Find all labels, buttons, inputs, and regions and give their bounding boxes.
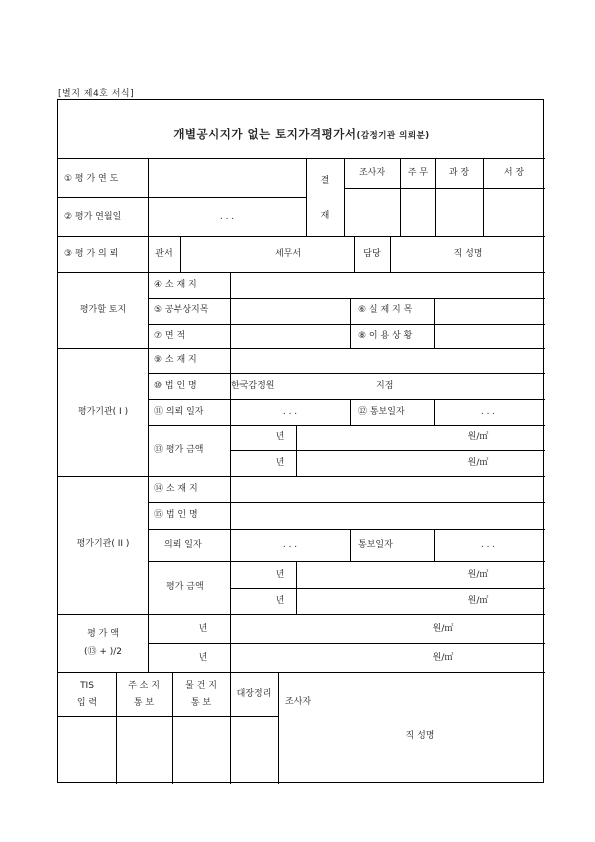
agency2-location-label: ⑭ 소 재 지 [154, 484, 198, 494]
divider [354, 236, 355, 272]
bottom-inspector-label: 조사자 [285, 697, 312, 707]
divider [278, 672, 279, 784]
agency2-unit-2: 원/㎡ [467, 596, 489, 606]
divider [148, 373, 545, 374]
office-value: 세무서 [274, 249, 302, 259]
agency2-request-date-label: 의뢰 일자 [164, 540, 202, 550]
approval-inspector: 조사자 [358, 168, 386, 178]
divider [434, 399, 435, 425]
divider [148, 425, 545, 426]
property-notice-line1: 물 건 지 [185, 681, 217, 691]
divider [344, 188, 545, 189]
agency2-corp-label: ⑮ 법 인 명 [154, 510, 198, 520]
divider [58, 672, 545, 673]
agency1-unit-1: 원/㎡ [467, 432, 489, 442]
divider [390, 236, 391, 272]
divider [116, 672, 117, 784]
agency1-notice-date-value: . . . [480, 407, 496, 417]
divider [230, 614, 231, 672]
agency1-request-date-value: . . . [282, 407, 298, 417]
divider [350, 399, 351, 425]
divider [148, 529, 545, 530]
agency2-amount-label: 평가 금액 [166, 582, 204, 592]
divider [148, 502, 545, 503]
agency2-year-1: 년 [275, 570, 285, 580]
approval-director: 서 장 [503, 168, 525, 178]
eval-request-label: ③ 평 가 의 뢰 [64, 249, 119, 259]
divider [180, 236, 181, 272]
agency2-request-date-value: . . . [282, 540, 298, 550]
form-title-sub: (감정기관 의뢰분) [356, 131, 430, 141]
divider [344, 158, 345, 236]
divider [148, 272, 149, 614]
divider [172, 672, 173, 784]
average-unit-1: 원/㎡ [432, 624, 454, 634]
divider [434, 529, 435, 561]
divider [483, 158, 484, 236]
office-label: 관서 [155, 249, 173, 259]
bottom-signature: 직 성명 [405, 731, 435, 741]
divider [58, 236, 545, 237]
divider [58, 716, 278, 717]
divider [434, 298, 435, 348]
agency2-year-2: 년 [275, 596, 285, 606]
divider [230, 272, 231, 614]
average-unit-2: 원/㎡ [432, 653, 454, 663]
property-notice-line2: 통 보 [190, 698, 212, 708]
divider [296, 425, 297, 476]
agency1-year-2: 년 [275, 458, 285, 468]
tis-label-line2: 입 력 [76, 698, 98, 708]
eval-date-label: ② 평가 연월일 [64, 212, 122, 222]
approval-section-chief: 과 장 [448, 168, 470, 178]
divider [58, 348, 545, 349]
land-usage-label: ⑧ 이 용 상 황 [358, 331, 413, 341]
divider [58, 197, 306, 198]
average-label-line2: (⑬ + )/2 [83, 647, 123, 657]
approval-label-bottom: 재 [320, 211, 330, 221]
ledger-label: 대장정리 [236, 689, 272, 699]
approval-officer: 주 무 [407, 168, 429, 178]
divider [435, 158, 436, 236]
divider [230, 672, 231, 784]
address-notice-line2: 통 보 [133, 698, 155, 708]
form-title [58, 126, 545, 142]
agency1-year-1: 년 [275, 432, 285, 442]
land-area-label: ⑦ 면 적 [154, 331, 186, 341]
eval-year-label: ① 평 가 연 도 [64, 174, 119, 184]
person-label: 담당 [363, 249, 381, 259]
agency2-notice-date-label: 통보일자 [358, 540, 393, 550]
form-number-label: [별지 제4호 서식] [58, 89, 135, 99]
divider [350, 529, 351, 561]
average-label-line1: 평 가 액 [87, 629, 119, 639]
agency1-corp-value: 한국감정원 [231, 381, 275, 391]
divider [58, 614, 545, 615]
average-year-1: 년 [198, 624, 208, 634]
agency1-location-label: ⑨ 소 재 지 [154, 355, 197, 365]
divider [58, 158, 545, 159]
divider [148, 324, 545, 325]
address-notice-line1: 주 소 지 [128, 681, 160, 691]
divider [58, 272, 545, 273]
tis-label-line1: TIS [80, 681, 94, 691]
divider [296, 561, 297, 614]
agency1-corp-label: ⑩ 법 인 명 [154, 381, 197, 391]
divider [230, 450, 545, 451]
form-title-main: 개별공시지가 없는 토지가격평가서 [173, 127, 357, 141]
average-year-2: 년 [198, 653, 208, 663]
land-location-label: ④ 소 재 지 [154, 280, 197, 290]
agency2-unit-1: 원/㎡ [467, 570, 489, 580]
agency1-group-label: 평가기관( I ) [77, 407, 129, 417]
land-actual-category-label: ⑥ 실 제 지 목 [358, 305, 413, 315]
divider [148, 643, 545, 644]
agency1-amount-label: ⑬ 평가 금액 [154, 445, 204, 455]
agency1-notice-date-label: ⑫ 통보일자 [358, 407, 405, 417]
divider [350, 298, 351, 348]
divider [400, 158, 401, 236]
divider [58, 476, 545, 477]
agency1-unit-2: 원/㎡ [467, 458, 489, 468]
divider [230, 588, 545, 589]
evaluation-form [57, 99, 544, 783]
approval-label-top: 결 [320, 176, 330, 186]
divider [148, 298, 545, 299]
agency2-notice-date-value: . . . [480, 540, 496, 550]
agency1-request-date-label: ⑪ 의뢰 일자 [154, 407, 204, 417]
person-value: 직 성명 [453, 249, 483, 259]
divider [306, 158, 307, 236]
eval-date-value: . . . [219, 212, 235, 222]
agency2-group-label: 평가기관( II ) [76, 539, 130, 549]
agency1-branch: 지점 [376, 381, 394, 391]
land-group-label: 평가할 토지 [79, 305, 127, 315]
divider [148, 158, 149, 272]
divider [148, 561, 545, 562]
land-ledger-category-label: ⑤ 공부상지목 [154, 305, 209, 315]
divider [148, 614, 149, 672]
divider [148, 399, 545, 400]
